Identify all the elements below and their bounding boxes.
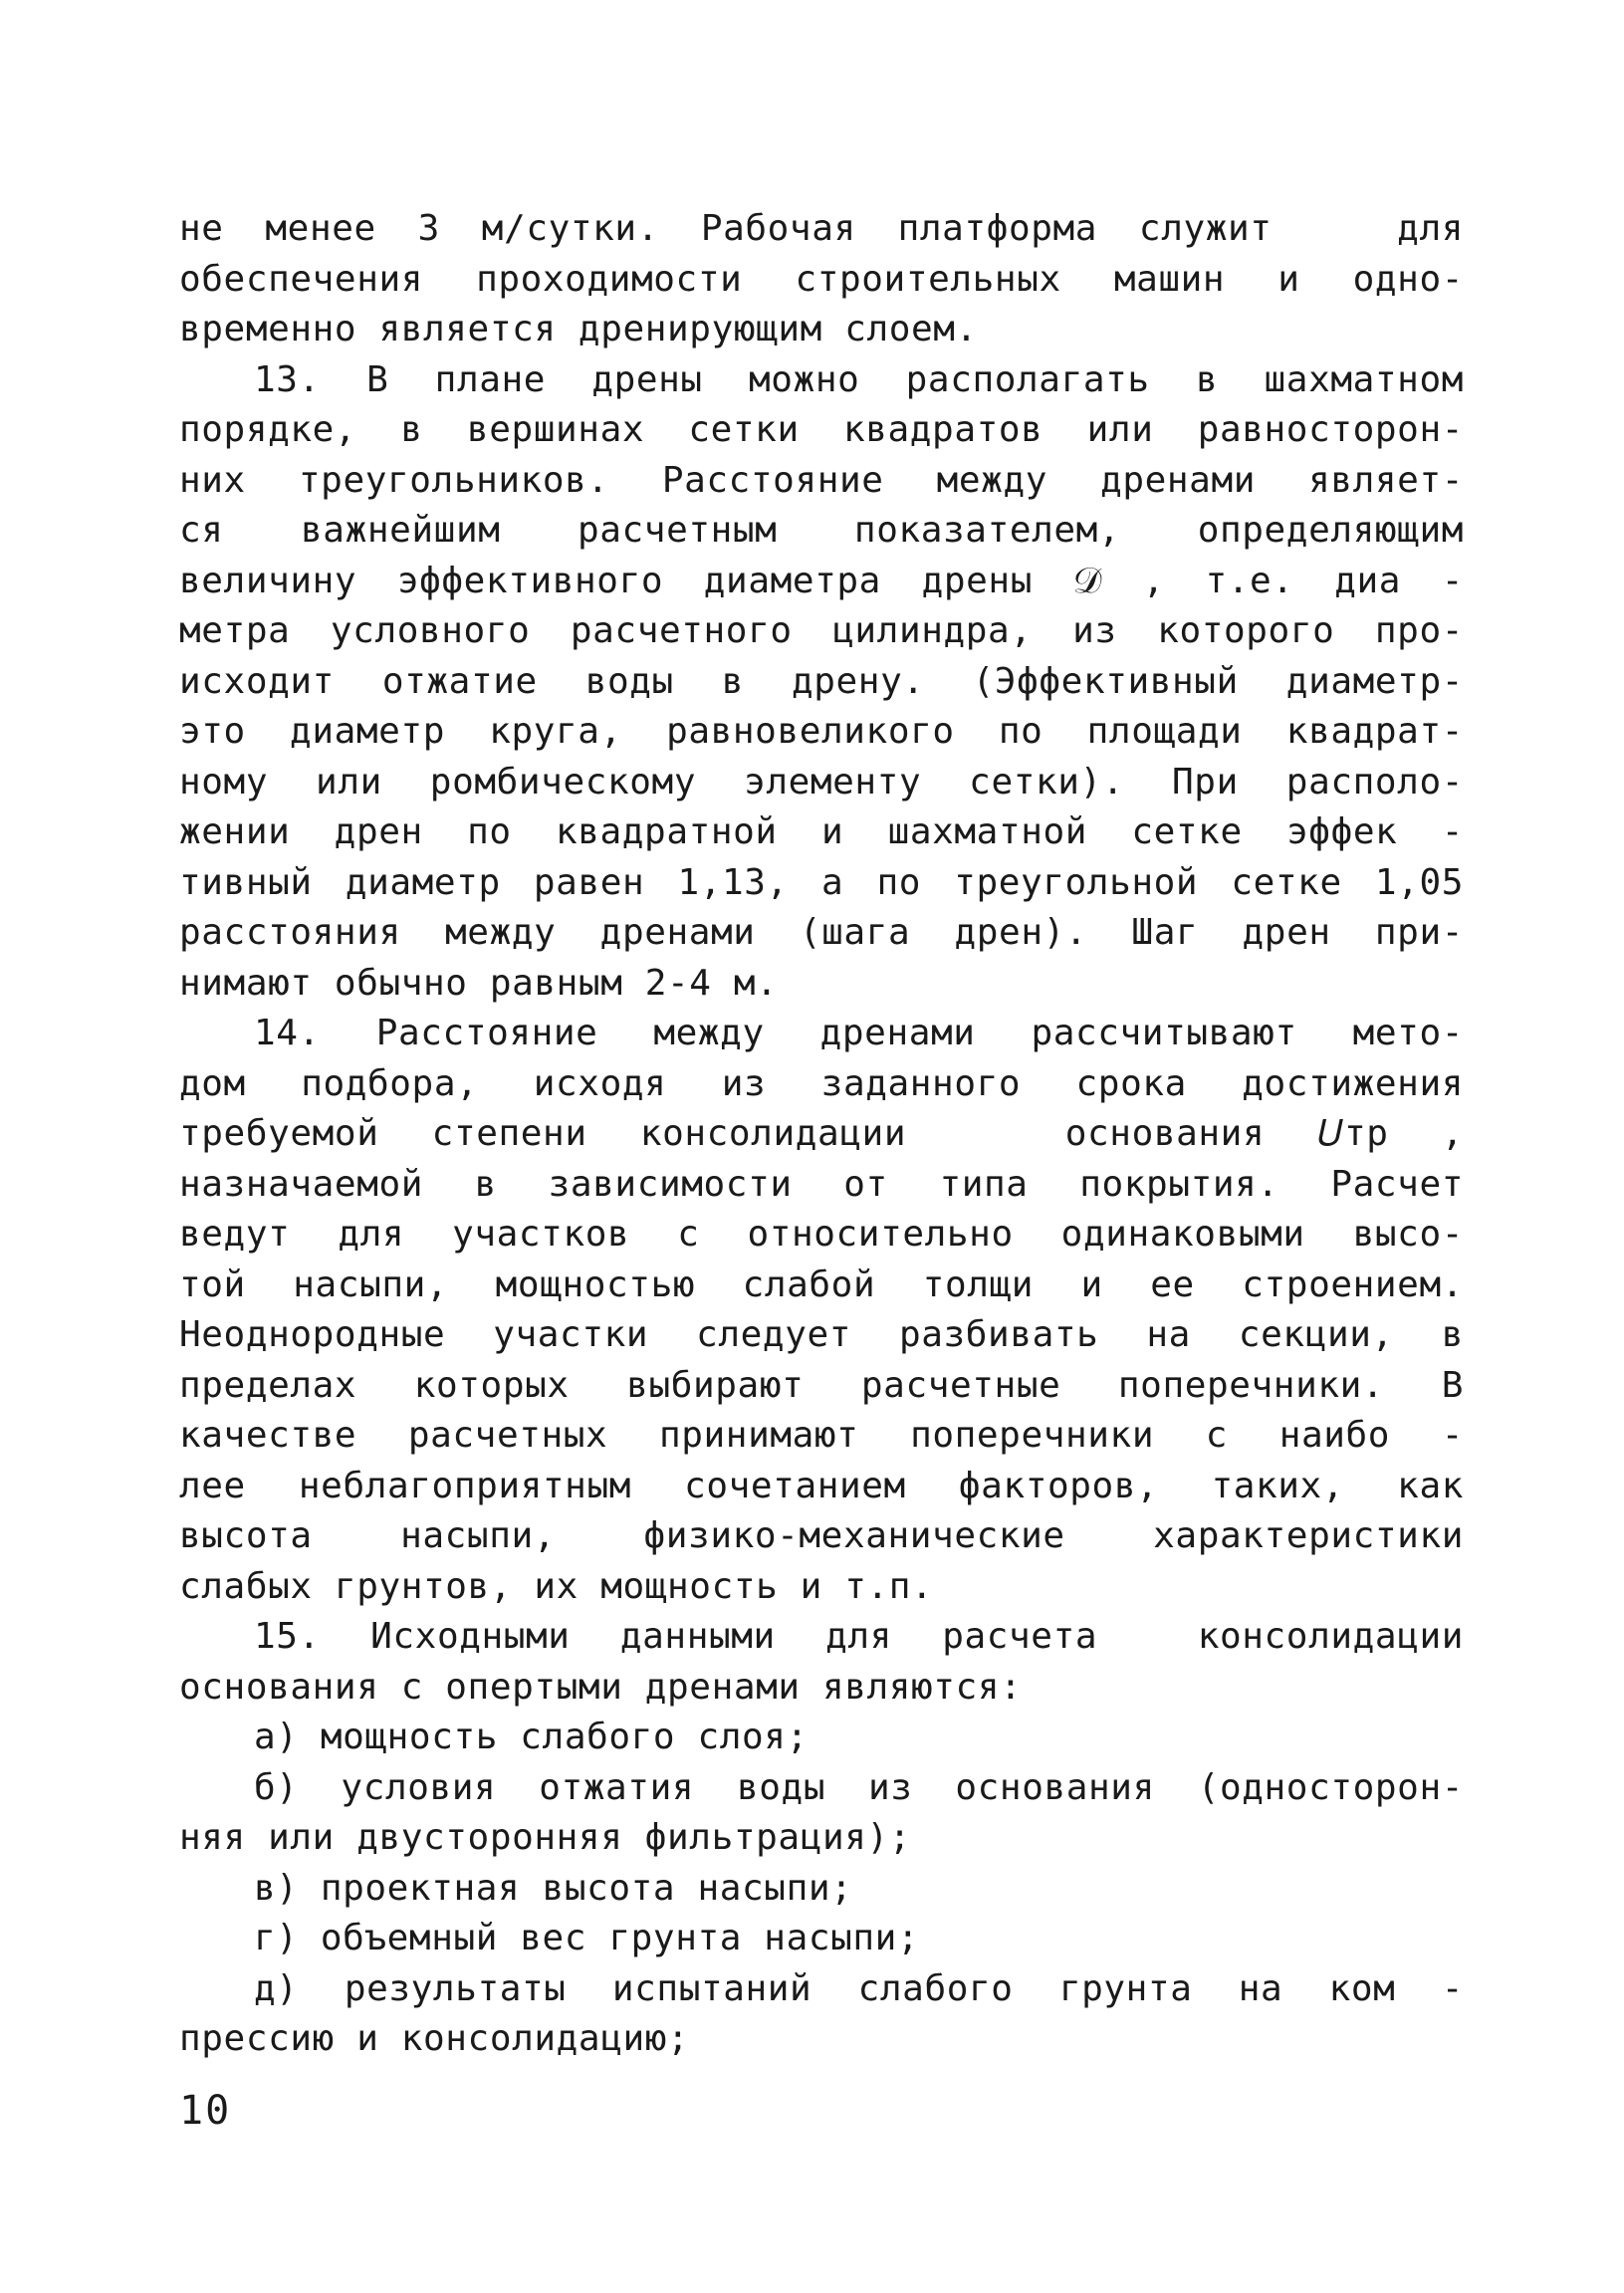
body-text [179, 204, 1464, 2065]
text-line: порядке, в вершинах сетки квадратов или равносторон- [179, 409, 1464, 450]
text-line: требуемой степени консолидации основания 𝑈тр , [179, 1113, 1464, 1154]
text-line: а) мощность слабого слоя; [254, 1717, 809, 1757]
text-line: б) условия отжатия воды из основания (односторон- [254, 1766, 1464, 1808]
text-line: основания с опертыми дренами являются: [179, 1666, 1023, 1708]
text-line: лее неблагоприятным сочетанием факторов, таких, как [179, 1465, 1464, 1506]
text-line: 15. Исходными данными для расчета консолидации [254, 1616, 1464, 1657]
text-line: д) результаты испытаний слабого грунта на ком - [254, 1967, 1464, 2009]
text-line: это диаметр круга, равновеликого по площади квадрат- [179, 711, 1464, 752]
text-line: исходит отжатие воды в дрену. (Эффективный диаметр- [179, 660, 1464, 702]
text-line: нимают обычно равным 2-4 м. [179, 962, 779, 1004]
text-line: 14. Расстояние между дренами рассчитывают мето- [254, 1013, 1464, 1053]
text-line: качестве расчетных принимают поперечники с наибо - [179, 1415, 1464, 1456]
text-line: временно является дренирующим слоем. [179, 309, 978, 349]
text-line: тивный диаметр равен 1,13, а по треугольной сетке 1,05 [179, 861, 1464, 903]
page-number: 10 [179, 2088, 232, 2134]
text-line: ведут для участков с относительно одинаковыми высо- [179, 1214, 1464, 1255]
text-line: расстояния между дренами (шага дрен). Шаг дрен при- [179, 912, 1464, 953]
text-line: няя или двусторонняя фильтрация); [179, 1817, 912, 1858]
text-line: г) объемный вес грунта насыпи; [254, 1918, 920, 1958]
text-line: слабых грунтов, их мощность и т.п. [179, 1565, 934, 1607]
text-line: них треугольников. Расстояние между дренами являет- [179, 459, 1464, 501]
text-line: дом подбора, исходя из заданного срока достижения [179, 1062, 1464, 1104]
text-line: жении дрен по квадратной и шахматной сетке эффек - [179, 811, 1464, 852]
text-line: не менее 3 м/сутки. Рабочая платформа служит для [179, 208, 1464, 249]
text-line: высота насыпи, физико-механические характеристики [179, 1515, 1464, 1556]
text-line: ся важнейшим расчетным показателем, определяющим [179, 510, 1464, 551]
text-line: Неоднородные участки следует разбивать на секции, в [179, 1314, 1464, 1355]
text-line: назначаемой в зависимости от типа покрытия. Расчет [179, 1163, 1464, 1205]
text-line: пределах которых выбирают расчетные поперечники. В [179, 1364, 1464, 1406]
text-line: обеспечения проходимости строительных машин и одно- [179, 258, 1464, 300]
text-line: метра условного расчетного цилиндра, из которого про- [179, 610, 1464, 651]
text-line: величину эффективного диаметра дрены 𝒟 , т.е. диа - [179, 560, 1464, 601]
text-line: той насыпи, мощностью слабой толщи и ее строением. [179, 1263, 1464, 1305]
text-line: 13. В плане дрены можно располагать в шахматном [254, 358, 1464, 400]
text-line: в) проектная высота насыпи; [254, 1867, 853, 1909]
text-line: прессию и консолидацию; [179, 2018, 690, 2059]
text-line: ному или ромбическому элементу сетки). При располо- [179, 761, 1464, 803]
